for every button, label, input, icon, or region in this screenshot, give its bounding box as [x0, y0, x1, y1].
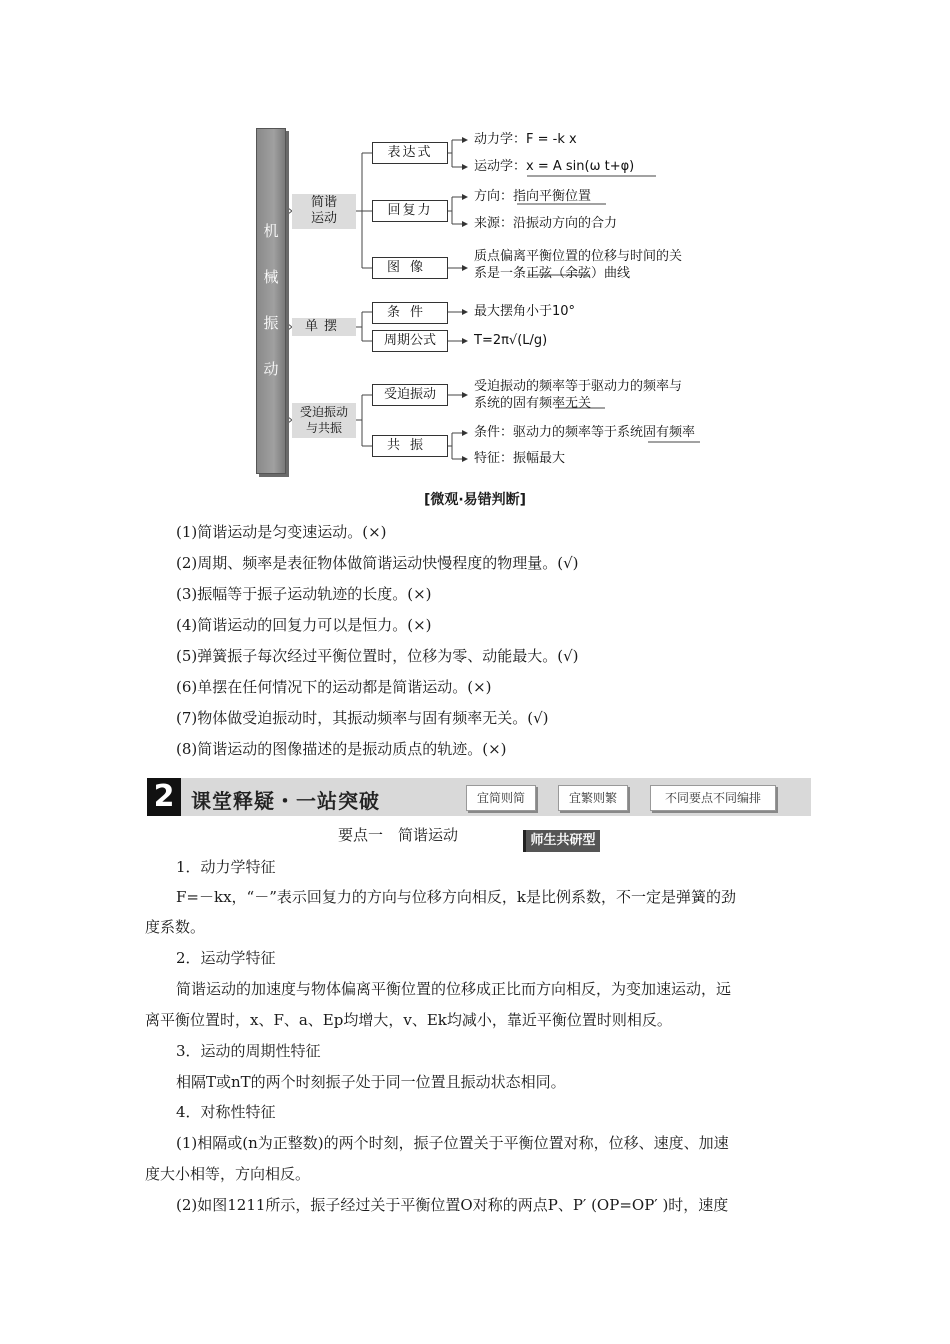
- heading-periodicity: 3．运动的周期性特征: [176, 1042, 321, 1060]
- leaf-dynamics: 动力学：F = -k x: [474, 132, 577, 147]
- node-graph: 图像: [372, 257, 448, 279]
- judgment-item-5: (5)弹簧振子每次经过平衡位置时，位移为零、动能最大。(√): [176, 647, 579, 665]
- para-dynamics-line1: F=－kx，“－”表示回复力的方向与位移方向相反，k是比例系数，不一定是弹簧的劲: [176, 888, 736, 906]
- branch-forced-line1: 受迫振动: [299, 405, 348, 419]
- section-banner-title: 课堂释疑・一站突破: [191, 789, 380, 813]
- leaf-source: 来源：沿振动方向的合力: [474, 216, 618, 231]
- section-banner: [147, 778, 811, 816]
- branch-pendulum-label: 单摆: [304, 319, 343, 334]
- judgment-item-8: (8)简谐运动的图像描述的是振动质点的轨迹。(×): [176, 740, 507, 758]
- para-kinematics-line1: 简谐运动的加速度与物体偏离平衡位置的位移成正比而方向相反，为变加速运动，远: [176, 980, 732, 998]
- heading-dynamics: 1．动力学特征: [176, 858, 276, 876]
- judgment-title: [微观·易错判断]: [423, 492, 527, 508]
- leaf-max-angle: 最大摆角小于10°: [474, 304, 576, 319]
- leaf-graph-line2: 系是一条正弦（余弦）曲线: [474, 266, 631, 281]
- tag-varied-layout: 不同要点不同编排: [650, 785, 776, 811]
- root-char-4: 动: [263, 360, 279, 378]
- section-number: 2: [147, 778, 181, 816]
- root-char-2: 械: [263, 268, 279, 286]
- branch-shm-line2: 运动: [310, 211, 337, 226]
- para-dynamics-line2: 度系数。: [145, 918, 206, 936]
- node-restoring-force: 回复力: [372, 200, 448, 222]
- judgment-item-2: (2)周期、频率是表征物体做简谐运动快慢程度的物理量。(√): [176, 554, 579, 572]
- node-period-formula: 周期公式: [372, 330, 448, 352]
- heading-symmetry: 4．对称性特征: [176, 1103, 276, 1121]
- tag-keep-simple: 宜简则简: [466, 785, 536, 811]
- judgment-item-4: (4)简谐运动的回复力可以是恒力。(×): [176, 616, 432, 634]
- root-char-3: 振: [263, 314, 279, 332]
- para-symmetry-line1: (1)相隔或(n为正整数)的两个时刻，振子位置关于平衡位置对称，位移、速度、加速: [176, 1134, 729, 1152]
- leaf-direction: 方向：指向平衡位置: [474, 189, 592, 204]
- heading-kinematics: 2．运动学特征: [176, 949, 276, 967]
- leaf-period: T=2π√(L/g): [474, 333, 548, 348]
- judgment-item-6: (6)单摆在任何情况下的运动都是简谐运动。(×): [176, 678, 492, 696]
- leaf-graph-line1: 质点偏离平衡位置的位移与时间的关: [474, 249, 683, 264]
- para-symmetry-2: (2)如图1211所示，振子经过关于平衡位置O对称的两点P、P′ (OP=OP′ )时，速度: [176, 1196, 729, 1214]
- node-forced-vibration: 受迫振动: [372, 384, 448, 406]
- branch-pendulum: [292, 318, 356, 336]
- branch-forced: [292, 403, 356, 438]
- para-symmetry-line2: 度大小相等，方向相反。: [145, 1165, 311, 1183]
- keypoint-badge: 师生共研型: [523, 830, 600, 852]
- mind-map-root-bar: [256, 128, 286, 474]
- keypoint-title: 要点一 简谐运动: [338, 826, 459, 844]
- judgment-item-3: (3)振幅等于振子运动轨迹的长度。(×): [176, 585, 432, 603]
- branch-forced-line2: 与共振: [305, 421, 342, 435]
- branch-shm-line1: 简谐: [310, 195, 337, 210]
- para-periodicity: 相隔T或nT的两个时刻振子处于同一位置且振动状态相同。: [176, 1073, 566, 1091]
- judgment-item-1: (1)简谐运动是匀变速运动。(×): [176, 523, 387, 541]
- node-expression: 表达式: [372, 142, 448, 164]
- leaf-resonance-feature: 特征：振幅最大: [474, 451, 566, 466]
- node-resonance: 共振: [372, 435, 448, 457]
- para-kinematics-line2: 离平衡位置时，x、F、a、Ep均增大，v、Ek均减小，靠近平衡位置时则相反。: [145, 1011, 672, 1029]
- knowledge-mind-map: [0, 0, 950, 480]
- leaf-kinematics: 运动学：x = A sin(ω t+φ): [474, 159, 635, 174]
- root-char-1: 机: [263, 222, 279, 240]
- node-condition: 条件: [372, 302, 448, 324]
- leaf-resonance-condition: 条件：驱动力的频率等于系统固有频率: [474, 425, 696, 440]
- judgment-item-7: (7)物体做受迫振动时，其振动频率与固有频率无关。(√): [176, 709, 549, 727]
- tag-keep-detailed: 宜繁则繁: [558, 785, 628, 811]
- branch-shm: [292, 194, 356, 229]
- leaf-forced-line2: 系统的固有频率无关: [474, 396, 592, 411]
- leaf-forced-line1: 受迫振动的频率等于驱动力的频率与: [474, 379, 683, 394]
